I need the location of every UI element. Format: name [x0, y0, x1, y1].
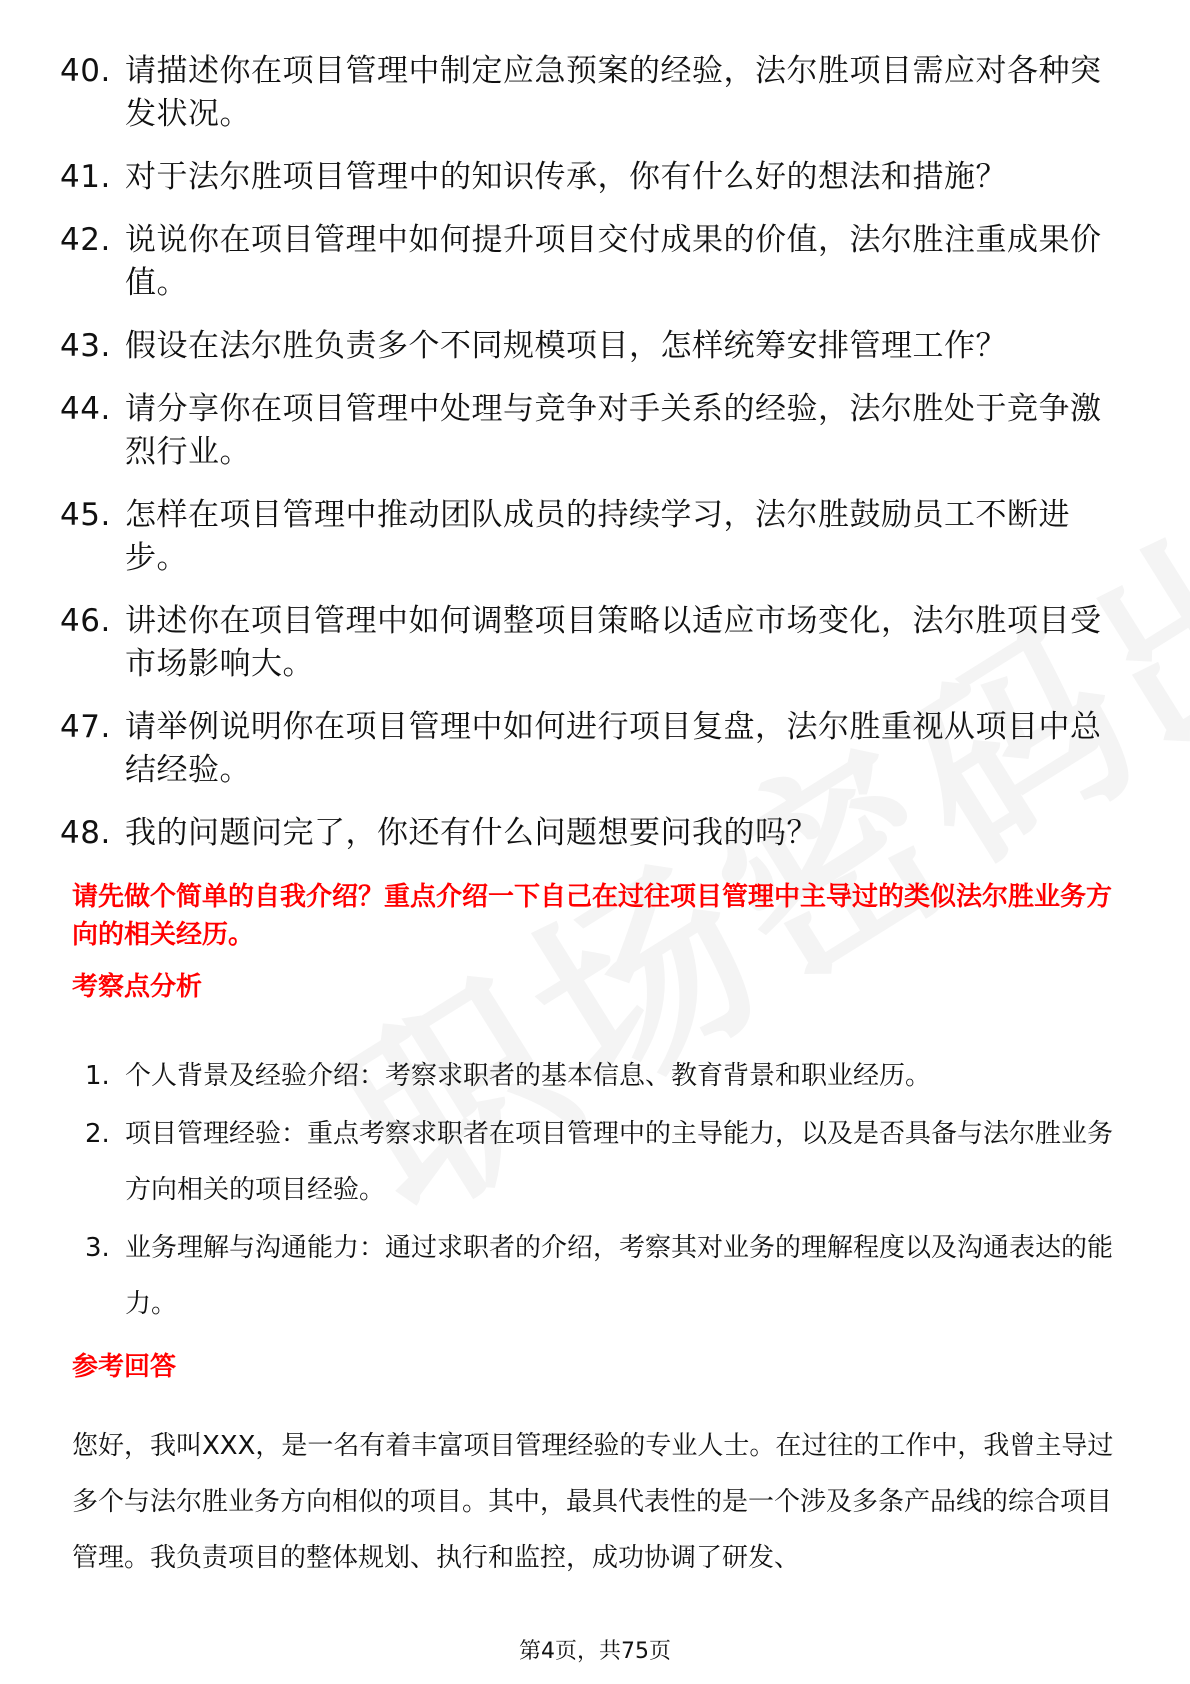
- question-item: [60, 706, 1120, 792]
- analysis-text: 个人背景及经验介绍：考察求职者的基本信息、教育背景和职业经历。: [125, 1061, 932, 1091]
- question-number: 43.: [60, 328, 111, 364]
- intro-question-heading: 请先做个简单的自我介绍？重点介绍一下自己在过往项目管理中主导过的类似法尔胜业务方向的相关经历。: [72, 882, 1113, 950]
- analysis-number: 3.: [85, 1233, 110, 1263]
- analysis-text: 业务理解与沟通能力：通过求职者的介绍，考察其对业务的理解程度以及沟通表达的能力。: [125, 1233, 1114, 1319]
- page-footer: 第4页，共75页: [519, 1639, 671, 1664]
- question-list: [60, 50, 1120, 875]
- question-item: [60, 50, 1120, 136]
- question-text: 假设在法尔胜负责多个不同规模项目，怎样统筹安排管理工作？: [125, 328, 1007, 364]
- analysis-item: [85, 1220, 1125, 1332]
- question-item: [60, 325, 1120, 368]
- question-item: [60, 388, 1120, 474]
- question-text: 请分享你在项目管理中处理与竞争对手关系的经验，法尔胜处于竞争激烈行业。: [125, 391, 1102, 470]
- question-number: 47.: [60, 709, 111, 745]
- question-number: 45.: [60, 497, 111, 533]
- answer-paragraph: 您好，我叫XXX，是一名有着丰富项目管理经验的专业人士。在过往的工作中，我曾主导过多个与法尔胜业务方向相似的项目。其中，最具代表性的是一个涉及多条产品线的综合项目管理。我负责项目的整体规划、执行和监控，成功协调了研发、: [72, 1431, 1114, 1573]
- analysis-number: 2.: [85, 1119, 110, 1149]
- analysis-text: 项目管理经验：重点考察求职者在项目管理中的主导能力，以及是否具备与法尔胜业务方向相关的项目经验。: [125, 1119, 1114, 1205]
- question-number: 41.: [60, 159, 111, 195]
- question-item: [60, 812, 1120, 855]
- question-text: 请描述你在项目管理中制定应急预案的经验，法尔胜项目需应对各种突发状况。: [125, 53, 1102, 132]
- analysis-heading: 考察点分析: [72, 972, 203, 1002]
- question-item: [60, 156, 1120, 199]
- question-number: 48.: [60, 815, 111, 851]
- question-item: [60, 600, 1120, 686]
- analysis-list: [85, 1048, 1125, 1334]
- question-text: 讲述你在项目管理中如何调整项目策略以适应市场变化，法尔胜项目受市场影响大。: [125, 603, 1102, 682]
- question-item: [60, 219, 1120, 305]
- question-number: 46.: [60, 603, 111, 639]
- question-item: [60, 494, 1120, 580]
- question-number: 40.: [60, 53, 111, 89]
- question-text: 对于法尔胜项目管理中的知识传承，你有什么好的想法和措施？: [125, 159, 1007, 195]
- analysis-item: [85, 1048, 1125, 1104]
- question-number: 44.: [60, 391, 111, 427]
- analysis-number: 1.: [85, 1061, 110, 1091]
- question-text: 我的问题问完了，你还有什么问题想要问我的吗？: [125, 815, 818, 851]
- question-number: 42.: [60, 222, 111, 258]
- analysis-item: [85, 1106, 1125, 1218]
- question-text: 说说你在项目管理中如何提升项目交付成果的价值，法尔胜注重成果价值。: [125, 222, 1102, 301]
- question-text: 怎样在项目管理中推动团队成员的持续学习，法尔胜鼓励员工不断进步。: [125, 497, 1070, 576]
- answer-heading: 参考回答: [72, 1352, 177, 1382]
- question-text: 请举例说明你在项目管理中如何进行项目复盘，法尔胜重视从项目中总结经验。: [125, 709, 1102, 788]
